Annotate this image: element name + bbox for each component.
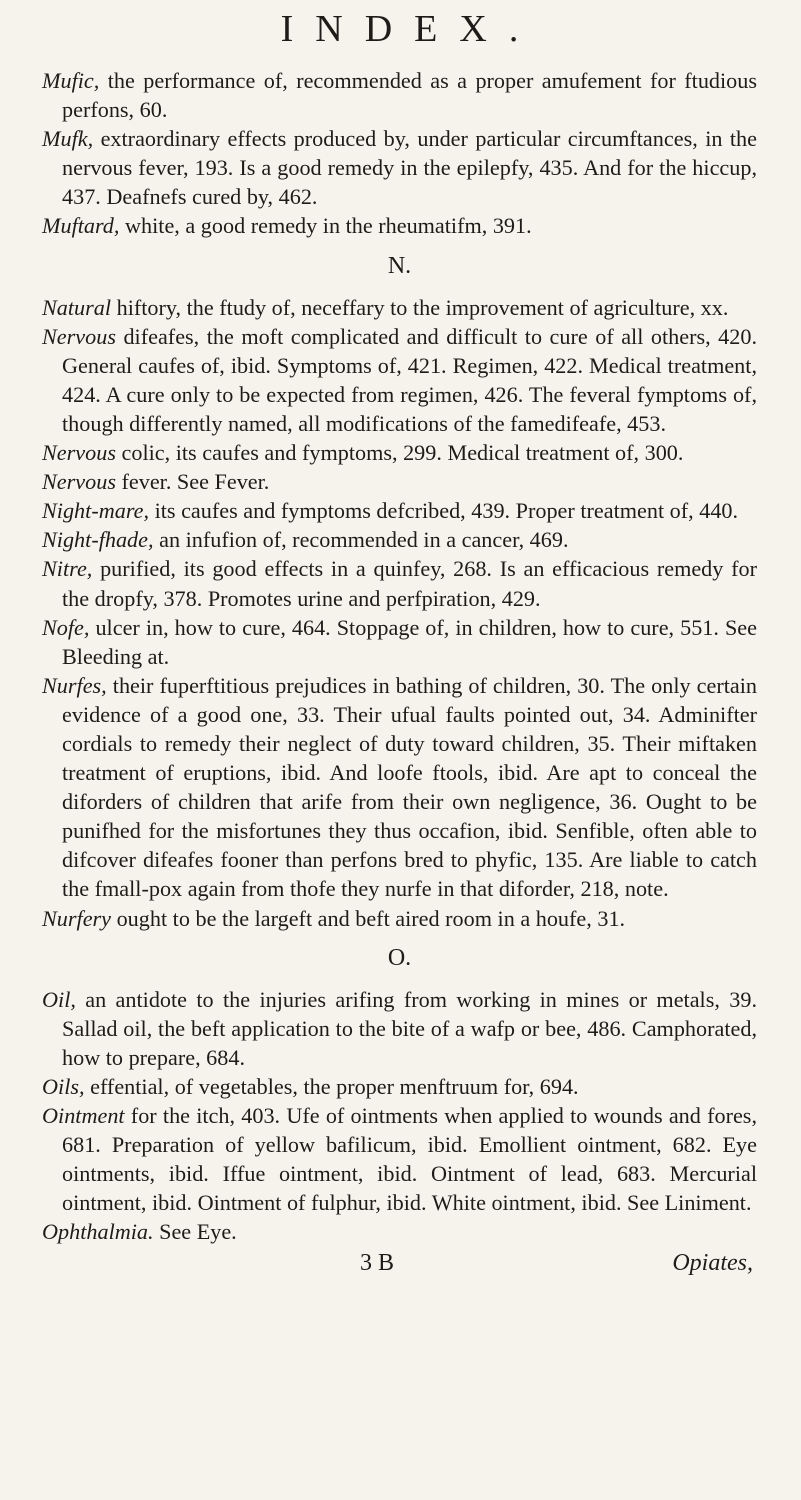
entry-text: hiftory, the ftudy of, neceffary to the improvement of agriculture, xx. [111, 294, 729, 320]
entry-text: ought to be the largeft and beft aired room in a houfe, 31. [111, 905, 626, 931]
entry-headword: Nitre, [42, 556, 93, 582]
entry-headword: Night-fhade, [42, 527, 154, 553]
page-footer [42, 1250, 757, 1284]
entry-text: fever. See Fever. [115, 469, 270, 495]
entry-headword: Nurfery [42, 905, 112, 931]
index-entry [42, 1072, 757, 1101]
entry-text: extraordinary effects produced by, under particular circumftances, in the nervous fever, 193. Is a good remedy in the epilepfy, 435. And for the hiccup, 437. Deafnefs cured by, 462. [62, 126, 757, 210]
entry-headword: Nervous [42, 440, 116, 466]
index-entry [42, 1217, 757, 1246]
entry-headword: Nofe, [42, 614, 90, 640]
entry-headword: Ophthalmia. [42, 1219, 154, 1245]
index-entry [42, 904, 757, 933]
entry-text: their fuperftitious prejudices in bathing of children, 30. The only certain evidence of a good one, 33. Their ufual faults pointed out, 34. Adminifter cordials to remedy their neglect of duty toward children, 35. Their miftaken treatment of eruptions, ibid. And loofe ftools, ibid. Are apt to conceal the diforders of children that arife from their own negligence, 36. Ought to be punifhed for the misfortunes they thus occafion, ibid. Senfible, often able to difcover difeafes fooner than perfons bred to phyfic, 135. Are liable to catch the fmall-pox again from thofe they nurfe in that diforder, 218, note. [62, 672, 757, 902]
entry-text: an antidote to the injuries arifing from working in mines or metals, 39. Sallad oil, the beft application to the bite of a wafp or bee, 486. Camphorated, how to prepare, 684. [62, 986, 757, 1070]
entry-text: ulcer in, how to cure, 464. Stoppage of, in children, how to cure, 551. See Bleeding at. [62, 614, 757, 669]
index-entry [42, 671, 757, 904]
catchword: Opiates, [672, 1250, 753, 1277]
index-entry [42, 985, 757, 1072]
entry-text: for the itch, 403. Ufe of ointments when applied to wounds and fores, 681. Preparation of yellow bafilicum, ibid. Emollient ointment, 682. Eye ointments, ibid. Iffue ointment, ibid. Ointment of lead, 683. Mercurial ointment, ibid. Ointment of fulphur, ibid. White ointment, ibid. See Liniment. [62, 1103, 757, 1216]
index-entry [42, 1101, 757, 1217]
entry-headword: Night-mare, [42, 498, 150, 524]
entry-headword: Mufk, [42, 126, 94, 152]
index-entry [42, 293, 757, 322]
index-entry [42, 467, 757, 496]
entry-headword: Muftard, [42, 213, 120, 239]
entry-headword: Oil, [42, 986, 76, 1012]
entry-text: difeafes, the moft complicated and difficult to cure of all others, 420. General caufes of, ibid. Symptoms of, 421. Regimen, 422. Medical treatment, 424. A cure only to be expected from regimen, 426. The feveral fymptoms of, though differently named, all modifications of the famedifeafe, 453. [62, 323, 757, 436]
section-letter: N. [387, 252, 412, 279]
entry-text: its caufes and fymptoms defcribed, 439. Proper treatment of, 440. [149, 498, 739, 524]
entry-text: colic, its caufes and fymptoms, 299. Medical treatment of, 300. [115, 440, 684, 466]
index-entry [42, 613, 757, 671]
index-entry [42, 211, 757, 240]
index-entry [42, 438, 757, 467]
index-entry [42, 124, 757, 211]
signature-mark: 3 B [360, 1250, 395, 1277]
entry-headword: Ointment [42, 1103, 125, 1128]
entry-text: purified, its good effects in a quinfey, 268. Is an efficacious remedy for the dropfy, 378. Promotes urine and perfpiration, 429. [62, 556, 757, 611]
entry-headword: Mufic, [42, 68, 100, 93]
entry-text: effential, of vegetables, the proper menftruum for, 694. [84, 1073, 579, 1099]
entry-text: the performance of, recommended as a proper amufement for ftudious perfons, 60. [62, 68, 757, 123]
entry-headword: Nervous [42, 323, 116, 349]
entry-text: white, a good remedy in the rheumatifm, 391. [119, 213, 532, 239]
index-entry [42, 554, 757, 612]
index-entry [42, 496, 757, 525]
entry-text: an infufion of, recommended in a cancer, 469. [153, 527, 569, 553]
section-letter: O. [387, 944, 412, 971]
running-head: INDEX. [280, 8, 541, 50]
entry-text: See Eye. [153, 1219, 237, 1245]
index-entry [42, 525, 757, 554]
index-entries [42, 66, 757, 1246]
entry-headword: Nurfes, [42, 672, 107, 698]
entry-headword: Nervous [42, 469, 116, 495]
index-entry [42, 322, 757, 438]
entry-headword: Oils, [42, 1073, 85, 1099]
entry-headword: Natural [42, 294, 112, 320]
index-entry [42, 66, 757, 124]
